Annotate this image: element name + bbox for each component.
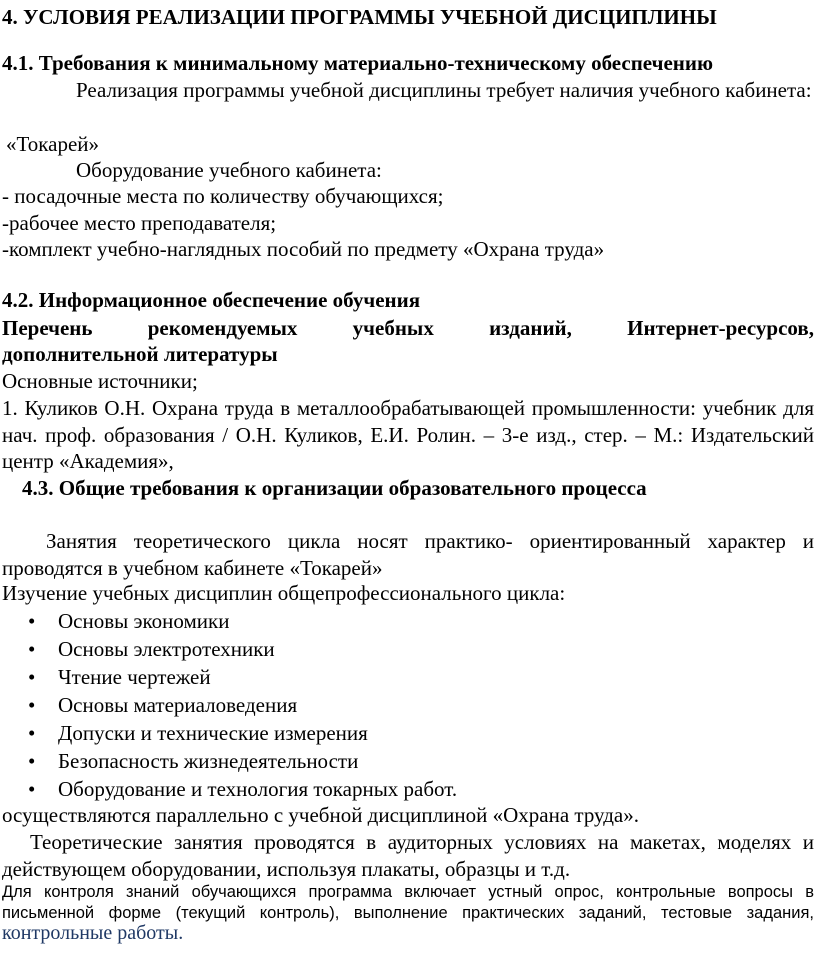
- list-item: • Безопасность жизнедеятельности: [28, 749, 359, 773]
- bullet-icon: •: [28, 721, 36, 745]
- room-name: «Токарей»: [6, 132, 100, 156]
- heading-4-3: 4.3. Общие требования к организации образовательного процесса: [22, 476, 647, 500]
- sources-label: Основные источники;: [2, 369, 198, 393]
- bullet-icon: •: [28, 777, 36, 801]
- list-item: • Чтение чертежей: [28, 665, 211, 689]
- list-item: -комплект учебно-наглядных пособий по предмету «Охрана труда»: [2, 237, 605, 261]
- paragraph: Занятия теоретического цикла носят практико- ориентированный характер и проводятся в учебном кабинете «Токарей»: [2, 529, 814, 580]
- bullet-icon: •: [28, 637, 36, 661]
- heading-4-2: 4.2. Информационное обеспечение обучения: [2, 288, 421, 312]
- bullet-icon: •: [28, 609, 36, 633]
- list-item: - посадочные места по количеству обучающихся;: [2, 184, 444, 208]
- bullet-icon: •: [28, 665, 36, 689]
- reference-item: 1. Куликов О.Н. Охрана труда в металлообрабатывающей промышленности: учебник для нач. проф. образования / О.Н. Куликов, Е.И. Ролин. – 3-е изд., стер. – М.: Издательский центр «Академия»,: [2, 396, 814, 473]
- equipment-label: Оборудование учебного кабинета:: [76, 158, 382, 182]
- bullet-icon: •: [28, 693, 36, 717]
- list-item: • Основы экономики: [28, 609, 230, 633]
- discipline-list: [2, 607, 814, 803]
- subheading-line1: Перечень рекомендуемых учебных изданий, Интернет-ресурсов,: [2, 316, 814, 340]
- bullet-icon: •: [28, 749, 36, 773]
- section-title: 4. УСЛОВИЯ РЕАЛИЗАЦИИ ПРОГРАММЫ УЧЕБНОЙ ДИСЦИПЛИНЫ: [2, 5, 717, 29]
- list-item: • Допуски и технические измерения: [28, 721, 368, 745]
- paragraph: Изучение учебных дисциплин общепрофессионального цикла:: [2, 581, 566, 605]
- subheading-line2: дополнительной литературы: [2, 342, 278, 366]
- paragraph: Реализация программы учебной дисциплины требует наличия учебного кабинета:: [76, 78, 812, 102]
- paragraph: Для контроля знаний обучающихся программа включает устный опрос, контрольные вопросы в письменной форме (текущий контроль), выполнение практических заданий, тестовые задания, контрольные работы.: [2, 883, 814, 944]
- paragraph: Теоретические занятия проводятся в аудиторных условиях на макетах, моделях и действующем оборудовании, используя плакаты, образцы и т.д.: [2, 830, 814, 881]
- paragraph: осуществляются параллельно с учебной дисциплиной «Охрана труда».: [2, 803, 639, 827]
- equipment-list: [2, 183, 814, 263]
- heading-4-1: 4.1. Требования к минимальному материально-техническому обеспечению: [2, 51, 714, 75]
- list-item: -рабочее место преподавателя;: [2, 210, 277, 235]
- highlighted-text: контрольные работы.: [2, 922, 184, 944]
- list-item: • Основы материаловедения: [28, 693, 298, 717]
- list-item: • Оборудование и технология токарных работ.: [28, 777, 458, 801]
- list-item: • Основы электротехники: [28, 637, 275, 661]
